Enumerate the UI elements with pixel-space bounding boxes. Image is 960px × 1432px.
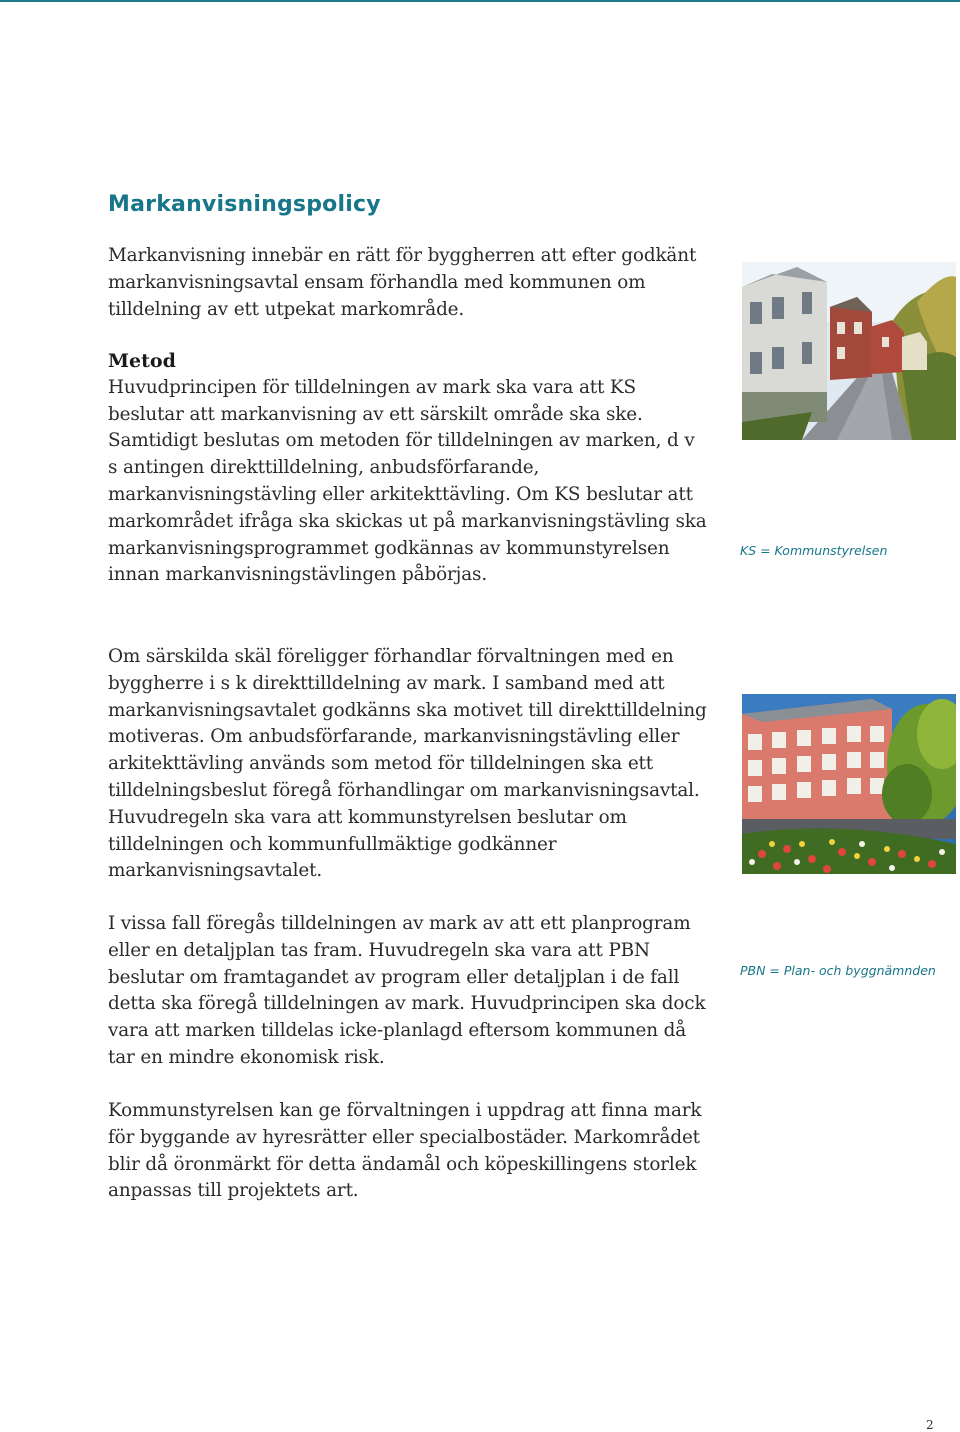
apartment-photo: [742, 694, 956, 874]
top-rule: [0, 0, 960, 2]
paragraph-2-section: [108, 644, 708, 885]
street-photo: [742, 262, 956, 440]
intro-paragraph: Markanvisning innebär en rätt för byggherren att efter godkänt markanvisningsavtal ensam förhandla med kommunen om tilldelning av ett utpekat markområde.: [108, 245, 697, 320]
paragraph-3-section: [108, 911, 708, 1072]
page-title: Markanvisningspolicy: [108, 192, 381, 217]
intro-section: [108, 243, 708, 323]
paragraph-4: Kommunstyrelsen kan ge förvaltningen i uppdrag att finna mark för byggande av hyresrätter eller specialbostäder. Markområdet blir då öronmärkt för detta ändamål och köpeskillingens storlek anpassas till projektets art.: [108, 1100, 702, 1202]
metod-section: [108, 348, 708, 589]
paragraph-4-section: [108, 1098, 708, 1205]
street-photo-image: [742, 262, 956, 440]
note-ks: KS = Kommunstyrelsen: [740, 543, 888, 558]
metod-heading: Metod: [108, 350, 176, 372]
paragraph-3: I vissa fall föregås tilldelningen av mark av att ett planprogram eller en detaljplan tas fram. Huvudregeln ska vara att PBN beslutar om framtagandet av program eller detaljplan i de fall detta ska föregå tilldelningen av mark. Huvudprincipen ska dock vara att marken tilldelas icke-planlagd eftersom kommunen då tar en mindre ekonomisk risk.: [108, 913, 706, 1068]
paragraph-2: Om särskilda skäl föreligger förhandlar förvaltningen med en byggherre i s k direkttilldelning av mark. I samband med att markanvisningsavtalet godkänns ska motivet till direkttilldelning motiveras. Om anbudsförfarande, markanvisningstävling eller arkitekttävling används som metod för tilldelningen ska ett tilldelningsbeslut föregå förhandlingar om markanvisningsavtal. Huvudregeln ska vara att kommunstyrelsen beslutar om tilldelningen och kommunfullmäktige godkänner markanvisningsavtalet.: [108, 646, 707, 882]
note-pbn: PBN = Plan- och byggnämnden: [740, 963, 936, 978]
page-number: 2: [926, 1418, 934, 1432]
metod-paragraph: Huvudprincipen för tilldelningen av mark ska vara att KS beslutar att markanvisning av ett särskilt område ska ske. Samtidigt beslutas om metoden för tilldelningen av marken, d v s antingen direkttilldelning, anbudsförfarande, markanvisningstävling eller arkitekttävling. Om KS beslutar att markområdet ifråga ska skickas ut på markanvisningstävling ska markanvisningsprogrammet godkännas av kommunstyrelsen innan markanvisningstävlingen påbörjas.: [108, 376, 707, 586]
apartment-photo-image: [742, 694, 956, 874]
